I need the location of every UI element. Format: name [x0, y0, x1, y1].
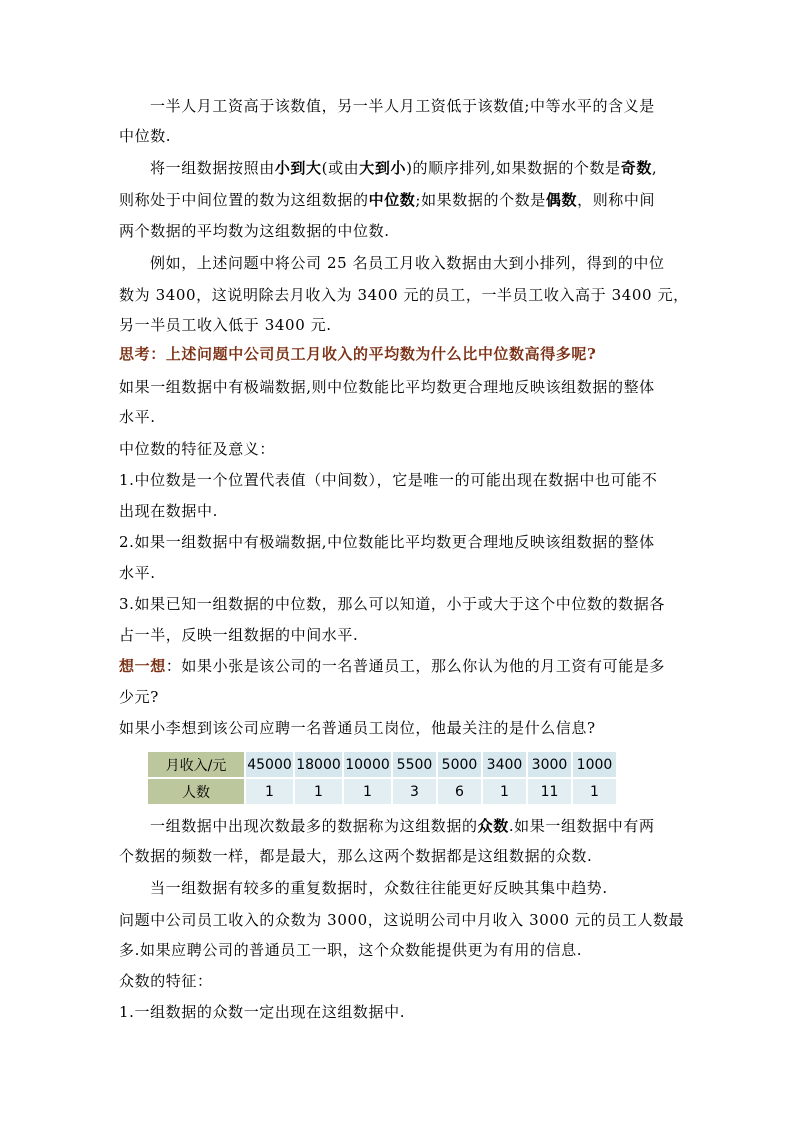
paragraph-line: 水平. [119, 564, 156, 582]
text-run: )的顺序排列,如果数据的个数是 [406, 159, 621, 177]
thinking-question [119, 344, 596, 364]
section-heading: 众数的特征： [119, 972, 213, 990]
text-run: , [651, 159, 658, 177]
text-run: .如果一组数据中有两 [508, 817, 655, 835]
list-item: 1.中位数是一个位置代表值（中间数），它是唯一的可能出现在数据中也可能不 [119, 471, 658, 489]
text-run: 一组数据中出现次数最多的数据称为这组数据的 [150, 817, 478, 835]
bold-term: 偶数 [545, 191, 578, 209]
paragraph-line: 另一半员工收入低于 3400 元. [119, 316, 332, 334]
paragraph-line: 个数据的频数一样，都是最大，那么这两个数据都是这组数据的众数. [119, 847, 593, 865]
bold-term: 奇数 [620, 159, 652, 177]
section-heading: 中位数的特征及意义： [119, 440, 276, 458]
paragraph-line: 中位数. [119, 127, 172, 145]
paragraph-line: 例如，上述问题中将公司 25 名员工月收入数据由大到小排列，得到的中位 [150, 254, 665, 272]
table-cell: 1000 [572, 752, 617, 778]
paragraph-line: 当一组数据有较多的重复数据时，众数往往能更好反映其集中趋势. [150, 879, 608, 897]
table-cell: 1 [343, 778, 392, 805]
paragraph-line: 少元? [119, 688, 159, 706]
paragraph-line: 一半人月工资高于该数值，另一半人月工资低于该数值;中等水平的含义是 [150, 97, 655, 115]
table-cell: 45000 [245, 752, 294, 778]
text-run: ;如果数据的个数是 [415, 191, 546, 209]
table-cell: 3000 [527, 752, 572, 778]
income-table [148, 752, 618, 806]
paragraph-line: 多.如果应聘公司的普通员工一职，这个众数能提供更为有用的信息. [119, 941, 583, 959]
table-header-cell: 月收入/元 [148, 752, 245, 778]
bold-term: 小到大 [274, 159, 322, 177]
text-run: ：如果小张是该公司的一名普通员工，那么你认为他的月工资有可能是多 [165, 657, 666, 675]
text-run: 则称处于中间位置的数为这组数据的 [119, 191, 369, 209]
think-label: 想一想 [119, 657, 166, 675]
table-header-cell: 人数 [148, 778, 245, 805]
list-item: 2.如果一组数据中有极端数据,中位数能比平均数更合理地反映该组数据的整体 [119, 533, 655, 551]
question-text: 上述问题中公司员工月收入的平均数为什么比中位数高得多呢? [165, 345, 597, 363]
table-cell: 1 [482, 778, 527, 805]
paragraph-line [150, 158, 657, 178]
text-run: ，则称中间 [577, 191, 656, 209]
list-item: 1.一组数据的众数一定出现在这组数据中. [119, 1003, 406, 1021]
table-cell: 11 [527, 778, 572, 805]
paragraph-line: 占一半，反映一组数据的中间水平. [119, 626, 359, 644]
paragraph-line [119, 190, 655, 210]
table-row [148, 752, 617, 778]
question-label: 思考： [119, 345, 166, 363]
paragraph-line: 两个数据的平均数为这组数据的中位数. [119, 222, 390, 240]
bold-term: 众数 [477, 817, 509, 835]
table-cell: 1 [245, 778, 294, 805]
paragraph-line: 问题中公司员工收入的众数为 3000，这说明公司中月收入 3000 元的员工人数最 [119, 911, 685, 929]
paragraph-line: 出现在数据中. [119, 502, 218, 520]
paragraph-line: 水平. [119, 408, 156, 426]
table-cell: 18000 [294, 752, 343, 778]
paragraph-line: 如果小李想到该公司应聘一名普通员工岗位，他最关注的是什么信息? [119, 719, 596, 737]
table-cell: 3 [392, 778, 437, 805]
table-cell: 1 [294, 778, 343, 805]
paragraph-line [150, 816, 655, 836]
text-run: 将一组数据按照由 [150, 159, 275, 177]
text-run: (或由 [321, 159, 360, 177]
table-cell: 5500 [392, 752, 437, 778]
table-cell: 1 [572, 778, 617, 805]
table-row [148, 778, 617, 805]
bold-term: 大到小 [359, 159, 407, 177]
table-cell: 3400 [482, 752, 527, 778]
table-cell: 6 [437, 778, 482, 805]
think-about-it [119, 656, 665, 676]
paragraph-line: 如果一组数据中有极端数据,则中位数能比平均数更合理地反映该组数据的整体 [119, 378, 655, 396]
table-cell: 10000 [343, 752, 392, 778]
list-item: 3.如果已知一组数据的中位数，那么可以知道，小于或大于这个中位数的数据各 [119, 595, 665, 613]
paragraph-line: 数为 3400，这说明除去月收入为 3400 元的员工，一半员工收入高于 3400 元， [119, 286, 689, 304]
bold-term: 中位数 [368, 191, 416, 209]
table-cell: 5000 [437, 752, 482, 778]
